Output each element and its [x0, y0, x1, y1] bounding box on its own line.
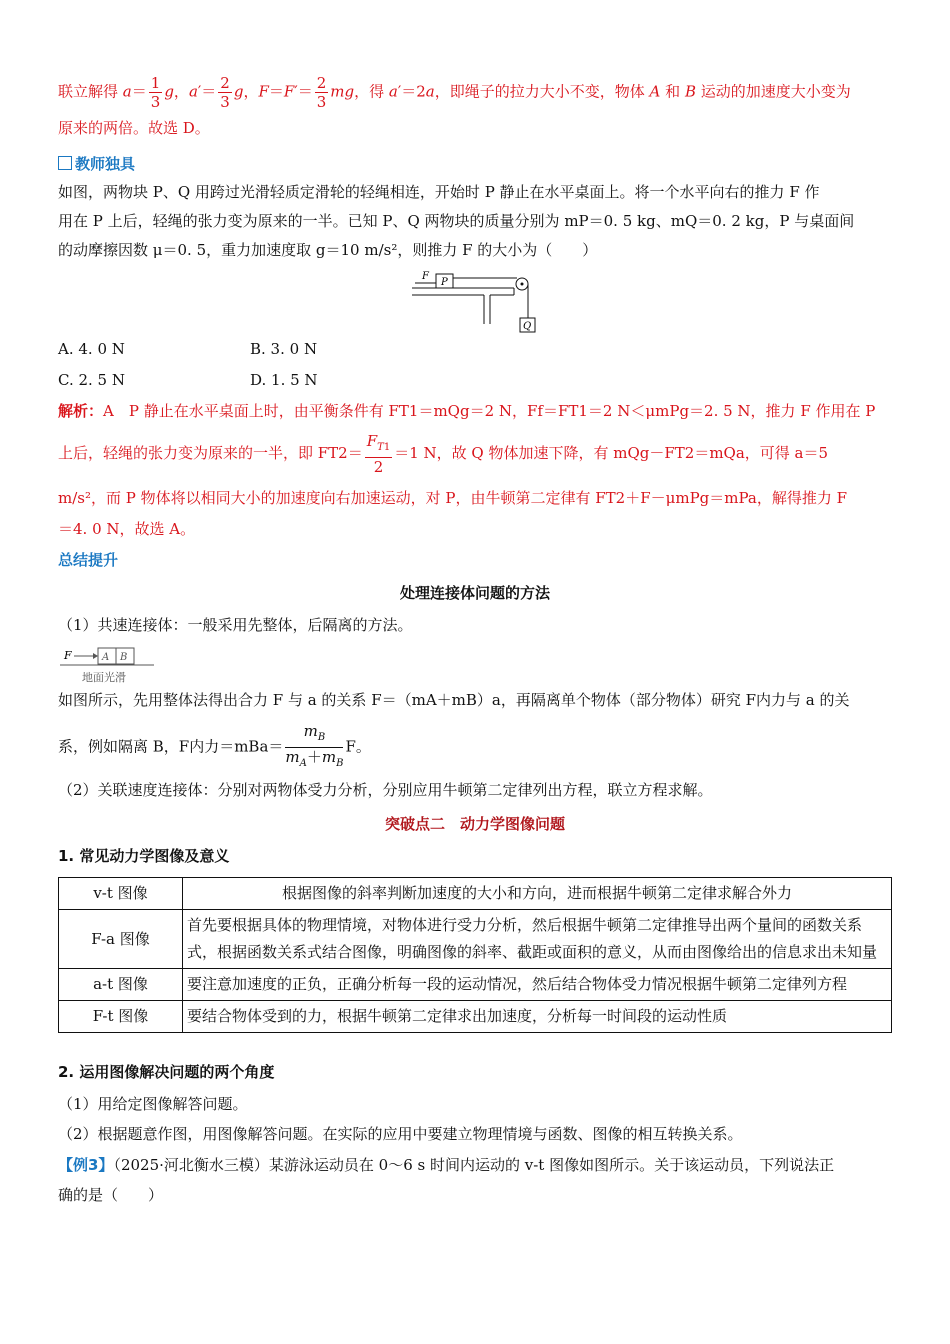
analysis-text: ＝1 N，故 Q 物体加速下降，有 mQg－FT2＝mQa，可得 a＝5 — [394, 444, 829, 462]
option-d[interactable]: D. 1. 5 N — [250, 371, 318, 389]
question-line-3: 的动摩擦因数 μ＝0. 5，重力加速度取 g＝10 m/s²，则推力 F 的大小为（ ） — [58, 241, 598, 259]
summary-p1: （1）共速连接体：一般采用先整体，后隔离的方法。 — [58, 616, 413, 634]
summary-heading: 总结提升 — [58, 551, 119, 569]
label-a: A — [102, 652, 110, 663]
table-row — [59, 969, 892, 1001]
table-row — [59, 910, 892, 969]
arrow-head-icon — [93, 653, 98, 659]
summary-p2-line1: 如图所示，先用整体法得出合力 F 与 a 的关系 F＝（mA＋mB）a，再隔离单个物体（部分物体）研究 F内力与 a 的关 — [58, 691, 850, 709]
teacher-label: 教师独具 — [75, 155, 136, 173]
label-f: F — [422, 271, 429, 282]
teacher-heading — [58, 154, 135, 174]
summary-p2-line2 — [58, 722, 371, 773]
summary-text: 系，例如隔离 B，F内力＝mBa＝ — [58, 737, 284, 756]
label-b: B — [120, 652, 128, 663]
analysis-text: 上后，轻绳的张力变为原来的一半，即 FT2＝ — [58, 444, 363, 462]
table-row — [59, 878, 892, 910]
example-text: （2025·河北衡水三模）某游泳运动员在 0～6 s 时间内运动的 v-t 图像如图所示。关于该运动员，下列说法正 — [113, 1156, 835, 1174]
section-p2: （2）根据题意作图，用图像解答问题。在实际的应用中要建立物理情境与函数、图像的相互转换关系。 — [58, 1125, 743, 1143]
table-cell-key: F-t 图像 — [59, 1001, 183, 1033]
analysis-line-3: m/s²，而 P 物体将以相同大小的加速度向右加速运动，对 P，由牛顿第二定律有 FT2＋F－μmPg＝mPa，解得推力 F — [58, 489, 848, 507]
table-cell-key: v-t 图像 — [59, 878, 183, 910]
analysis-line-4: ＝4. 0 N，故选 A。 — [58, 520, 196, 538]
dynamics-graph-table — [58, 877, 892, 1033]
section-title: 突破点二 动力学图像问题 — [384, 815, 565, 833]
question-line-2: 用在 P 上后，轻绳的张力变为原来的一半。已知 P、Q 两物块的质量分别为 mP＝0. 5 kg、mQ＝0. 2 kg，P 与桌面间 — [58, 212, 855, 230]
example-tag: 【例3】 — [58, 1156, 114, 1174]
example-line-2: 确的是（ ） — [58, 1186, 164, 1204]
fraction: $\frac{1}{3}$ — [150, 74, 161, 111]
example-line-1 — [58, 1155, 834, 1175]
analysis-text: P 静止在水平桌面上时，由平衡条件有 FT1＝mQg＝2 N，Ff＝FT1＝2 N＜μmPg＝2. 5 N，推力 F 作用在 P — [128, 402, 876, 420]
analysis-answer: A — [103, 402, 114, 420]
answer-text: 联立解得 — [58, 82, 119, 101]
label-q: Q — [523, 321, 532, 332]
answer-line-2: 原来的两倍。故选 D。 — [58, 119, 210, 137]
question-line-1: 如图，两物块 P、Q 用跨过光滑轻质定滑轮的轻绳相连，开始时 P 静止在水平桌面上。将一个水平向右的推力 F 作 — [58, 183, 820, 201]
fraction: $\frac{F_{T1}}{2}$ — [366, 432, 391, 476]
section-p1: （1）用给定图像解答问题。 — [58, 1095, 248, 1113]
checkbox-icon — [58, 156, 72, 170]
pulley-figure — [412, 266, 538, 336]
answer-line-1: 联立解得 a＝ $\frac{1}{3}$ g，a′＝ $\frac{2}{3}$ g，F＝F′＝ $\frac{2}{3}$ mg，得 a′＝2a，即绳子的拉力大小不变，物体 A 和 B 运动的加速度大小变为 — [58, 74, 851, 111]
table-cell-value: 要结合物体受到的力，根据牛顿第二定律求出加速度，分析每一时间段的运动性质 — [183, 1001, 892, 1033]
fraction: $\frac{2}{3}$ — [220, 74, 230, 111]
section-heading-1: 1. 常见动力学图像及意义 — [58, 847, 230, 865]
table-cell-key: F-a 图像 — [59, 910, 183, 969]
label-p: P — [441, 277, 448, 288]
table-row — [59, 1001, 892, 1033]
summary-p3: （2）关联速度连接体：分别对两物体受力分析，分别应用牛顿第二定律列出方程，联立方程求解。 — [58, 781, 713, 799]
ab-block-figure — [60, 644, 160, 686]
table-cell-key: a-t 图像 — [59, 969, 183, 1001]
section-heading-2: 2. 运用图像解决问题的两个角度 — [58, 1063, 275, 1081]
analysis-line-1 — [58, 401, 875, 421]
fraction: $\frac{2}{3}$ — [316, 74, 327, 111]
analysis-label: 解析： — [58, 402, 104, 420]
label-f: F — [64, 649, 72, 662]
option-b[interactable]: B. 3. 0 N — [250, 340, 318, 358]
caption-smooth-ground: 地面光滑 — [82, 671, 126, 684]
option-c[interactable]: C. 2. 5 N — [58, 371, 125, 389]
table-cell-value: 根据图像的斜率判断加速度的大小和方向，进而根据牛顿第二定律求解合外力 — [183, 878, 892, 910]
summary-text: F。 — [345, 737, 371, 756]
analysis-line-2 — [58, 431, 828, 476]
table-cell-value: 首先要根据具体的物理情境，对物体进行受力分析，然后根据牛顿第二定律推导出两个量间的函数关系式，根据函数关系式结合图像，明确图像的斜率、截距或面积的意义，从而由图像给出的信息求出未知量 — [183, 910, 892, 969]
fraction: $\frac{m_B}{m_A+m_B}$ — [285, 722, 344, 769]
answer-text: ，即绳子的拉力大小不变，物体 — [434, 82, 645, 101]
table-cell-value: 要注意加速度的正负，正确分析每一段的运动情况，然后结合物体受力情况根据牛顿第二定律列方程 — [183, 969, 892, 1001]
pulley-axle — [521, 283, 524, 286]
answer-text: 运动的加速度大小变为 — [700, 82, 851, 101]
option-a[interactable]: A. 4. 0 N — [58, 340, 125, 358]
summary-title: 处理连接体问题的方法 — [399, 584, 550, 602]
